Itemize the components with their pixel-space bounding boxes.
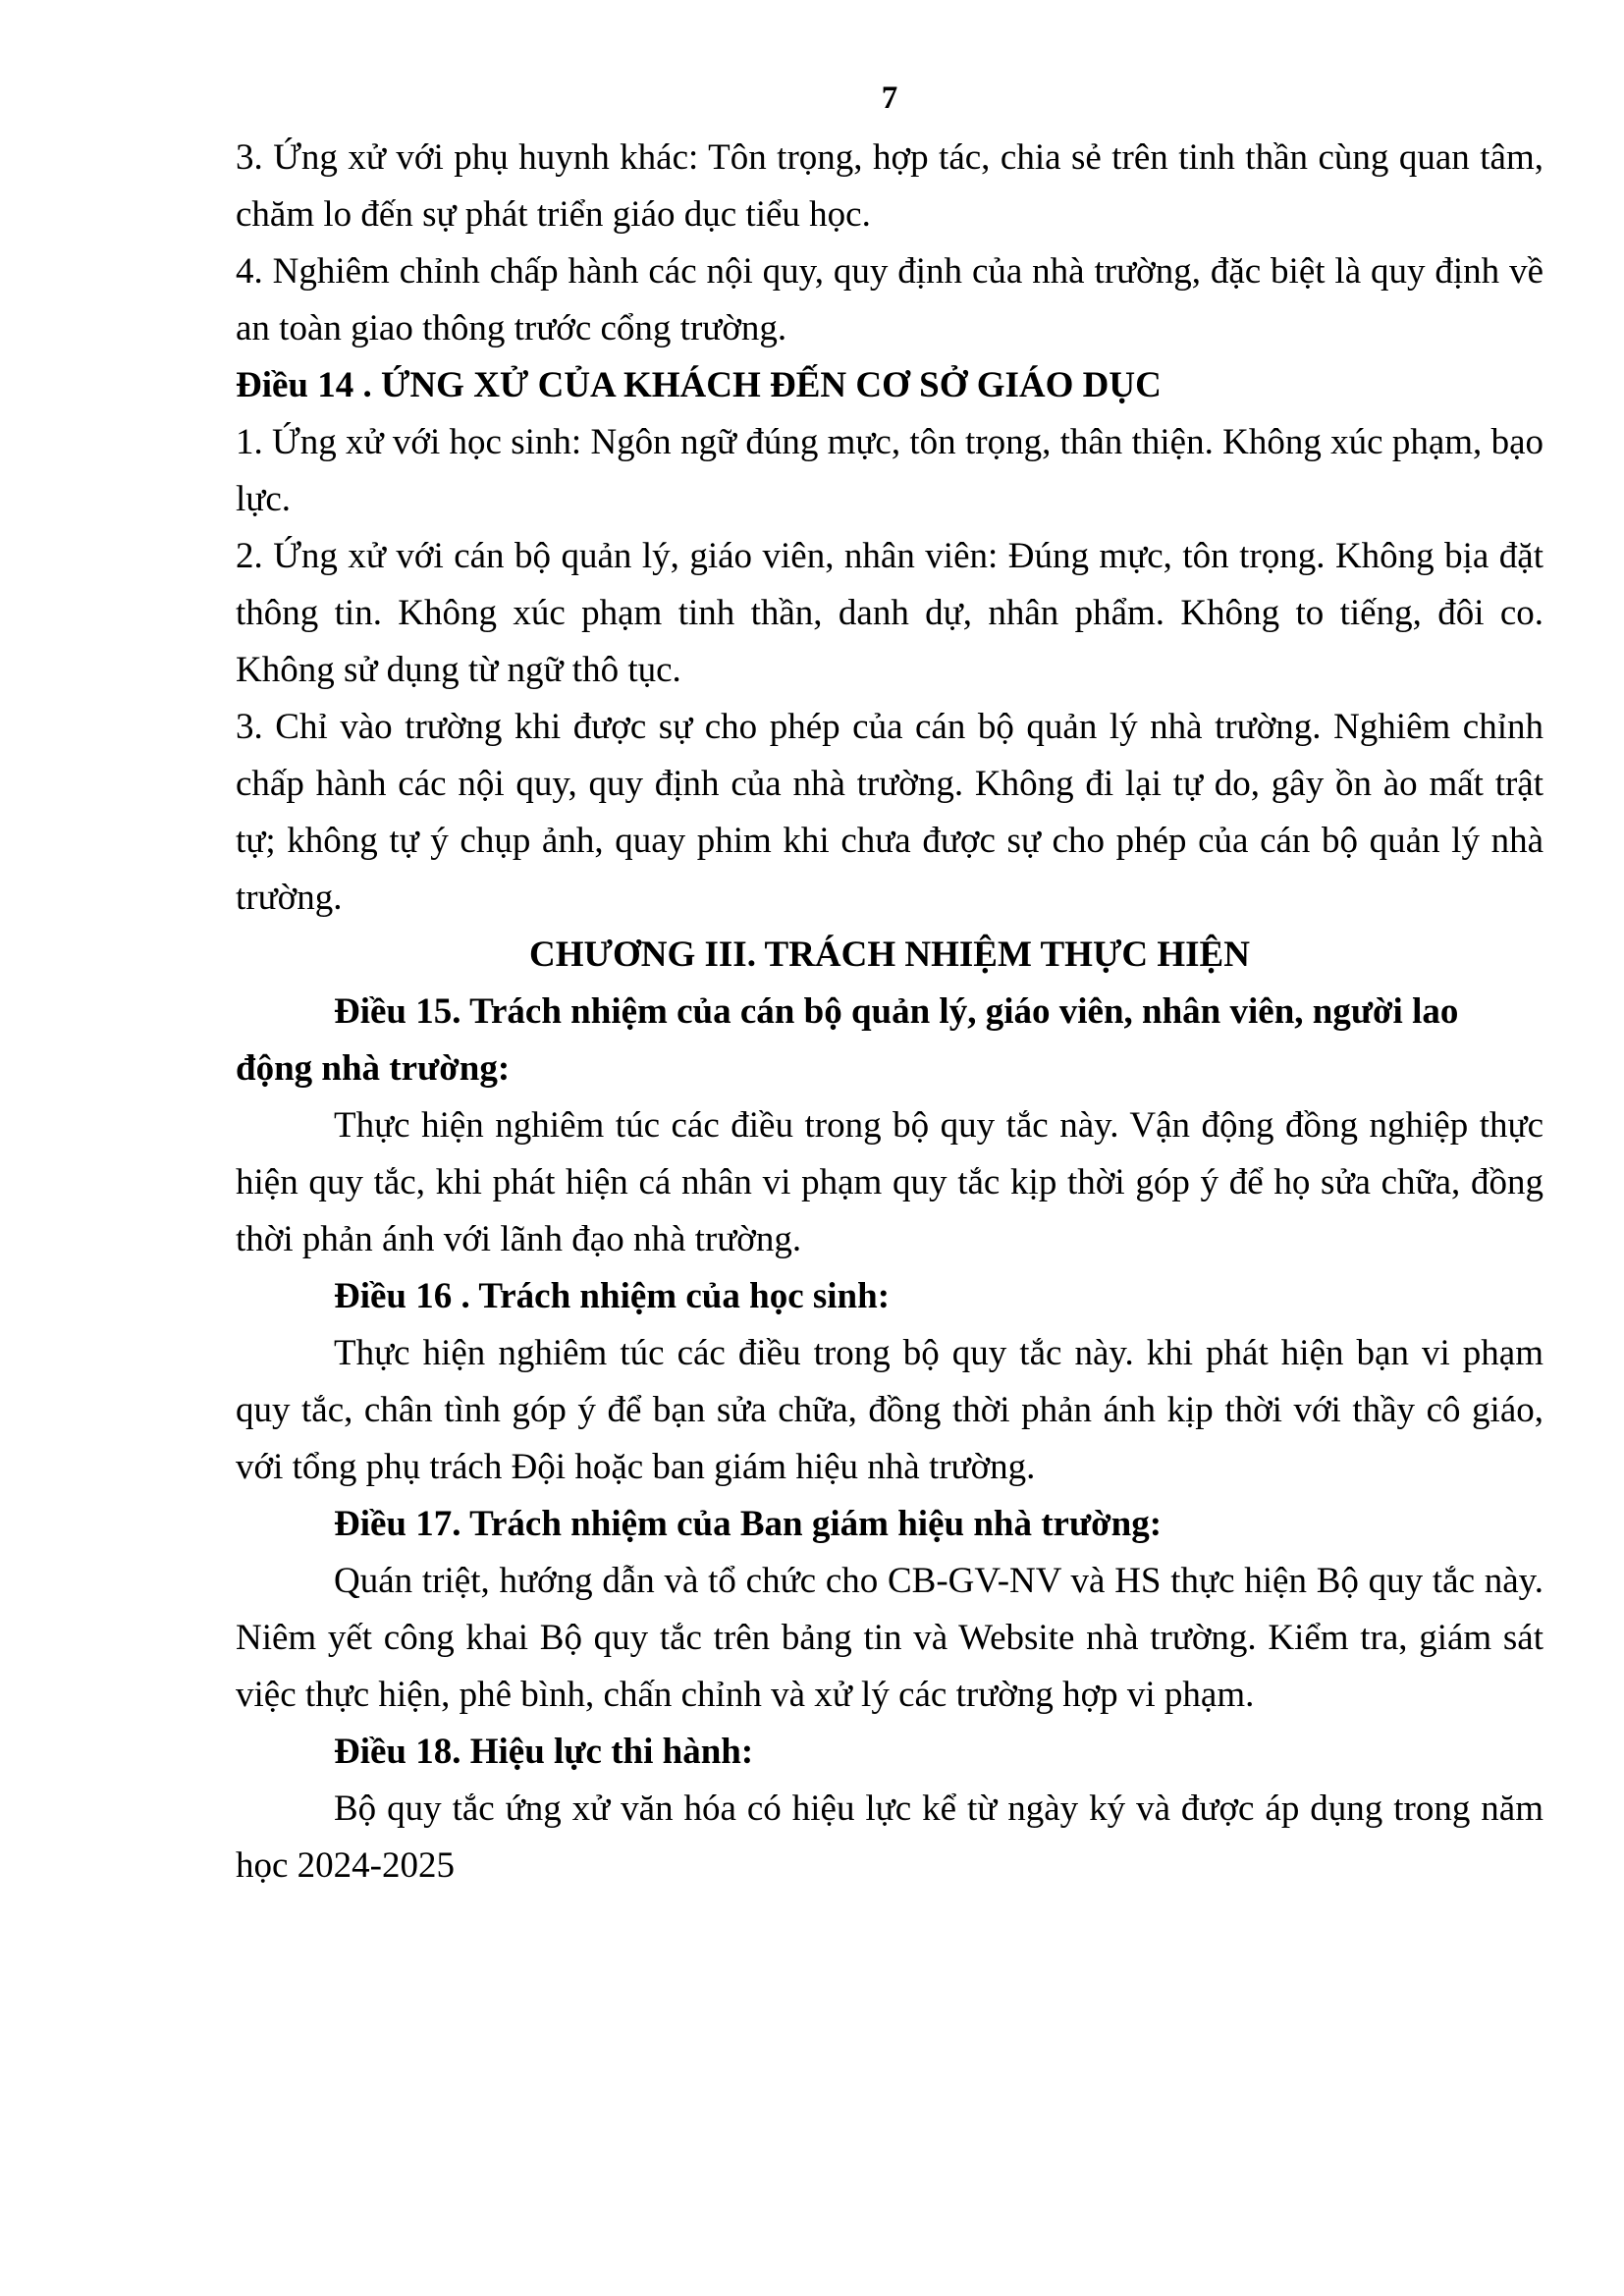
paragraph-visitor-entry: 3. Chỉ vào trường khi được sự cho phép của cán bộ quản lý nhà trường. Nghiêm chỉnh chấp hành các nội quy, quy định của nhà trường. Không đi lại tự do, gây ồn ào mất trật tự; không tự ý chụp ảnh, quay phim khi chưa được sự cho phép của cán bộ quản lý nhà trường. — [236, 707, 1543, 918]
chapter-title: CHƯƠNG III. TRÁCH NHIỆM THỰC HIỆN — [529, 934, 1250, 975]
article-17-heading: Điều 17. Trách nhiệm của Ban giám hiệu nhà trường: — [334, 1504, 1163, 1544]
paragraph-visitor-students: 1. Ứng xử với học sinh: Ngôn ngữ đúng mực, tôn trọng, thân thiện. Không xúc phạm, bạo lực. — [236, 422, 1543, 519]
article-18-heading: Điều 18. Hiệu lực thi hành: — [334, 1732, 754, 1772]
document-page — [236, 71, 1543, 1895]
article-14-heading: Điều 14 . ỨNG XỬ CỦA KHÁCH ĐẾN CƠ SỞ GIÁO DỤC — [236, 365, 1162, 405]
paragraph-parent-conduct: 3. Ứng xử với phụ huynh khác: Tôn trọng, hợp tác, chia sẻ trên tinh thần cùng quan tâm, chăm lo đến sự phát triển giáo dục tiểu học. — [236, 137, 1543, 235]
article-16-heading: Điều 16 . Trách nhiệm của học sinh: — [334, 1276, 891, 1316]
paragraph-article-18: Bộ quy tắc ứng xử văn hóa có hiệu lực kể từ ngày ký và được áp dụng trong năm học 2024-2025 — [236, 1789, 1543, 1886]
paragraph-article-17: Quán triệt, hướng dẫn và tổ chức cho CB-GV-NV và HS thực hiện Bộ quy tắc này. Niêm yết công khai Bộ quy tắc trên bảng tin và Website nhà trường. Kiểm tra, giám sát việc thực hiện, phê bình, chấn chỉnh và xử lý các trường hợp vi phạm. — [236, 1561, 1543, 1715]
article-15-heading: Điều 15. Trách nhiệm của cán bộ quản lý, giáo viên, nhân viên, người lao động nhà trường: — [236, 991, 1459, 1089]
paragraph-visitor-staff: 2. Ứng xử với cán bộ quản lý, giáo viên, nhân viên: Đúng mực, tôn trọng. Không bịa đặt thông tin. Không xúc phạm tinh thần, danh dự, nhân phẩm. Không to tiếng, đôi co. Không sử dụng từ ngữ thô tục. — [236, 536, 1543, 690]
paragraph-rules-compliance: 4. Nghiêm chỉnh chấp hành các nội quy, quy định của nhà trường, đặc biệt là quy định về an toàn giao thông trước cổng trường. — [236, 251, 1543, 348]
paragraph-article-16: Thực hiện nghiêm túc các điều trong bộ quy tắc này. khi phát hiện bạn vi phạm quy tắc, chân tình góp ý để bạn sửa chữa, đồng thời phản ánh kịp thời với thầy cô giáo, với tổng phụ trách Đội hoặc ban giám hiệu nhà trường. — [236, 1333, 1543, 1487]
paragraph-article-15: Thực hiện nghiêm túc các điều trong bộ quy tắc này. Vận động đồng nghiệp thực hiện quy tắc, khi phát hiện cá nhân vi phạm quy tắc kịp thời góp ý để họ sửa chữa, đồng thời phản ánh với lãnh đạo nhà trường. — [236, 1105, 1543, 1259]
page-number: 7 — [881, 80, 898, 116]
